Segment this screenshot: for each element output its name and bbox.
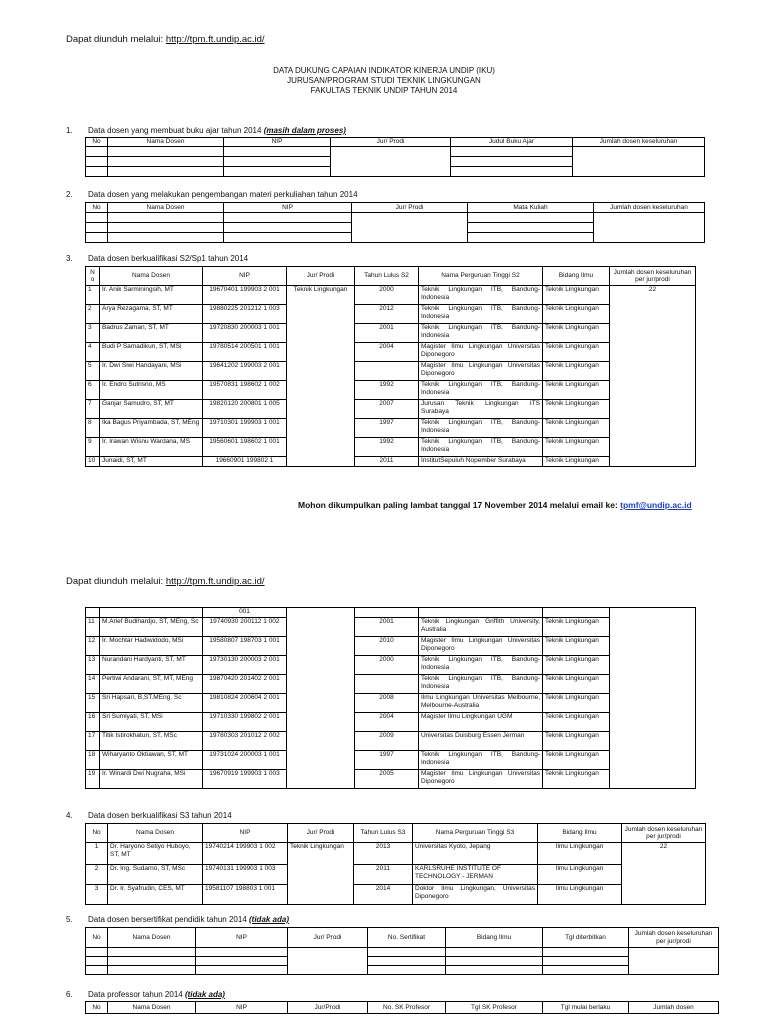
cell-nip: 19870420 201402 2 001 [203,675,287,694]
header-tgl-berlaku: Tgl mulai berlaku [543,1002,629,1014]
cell-nip: 001 [203,608,287,618]
title-line-2: JURUSAN/PROGRAM STUDI TEKNIK LINGKUNGAN [287,76,481,85]
table-header-row [86,1002,719,1014]
cell-bidang: Teknik Lingkungan [543,732,610,751]
table-row [86,675,696,694]
cell-pt: Jurusan Teknik Lingkungan ITS Surabaya [419,400,543,419]
cell-nama: Dr. Haryono Setiyo Huboyo, ST, MT [108,843,203,865]
cell-bidang: Teknik Lingkungan [543,457,610,467]
cell-pt: Teknik Lingkungan ITB, Bandung-Indonesia [419,305,543,324]
cell-nip: 19820120 200801 1 005 [203,400,287,419]
table-row [86,147,705,157]
header-pt: Nama Perguruan Tinggi S3 [413,824,538,843]
cell-nip: 19570831 198602 1 002 [203,381,287,400]
cell-pt: Teknik Lingkungan ITB, Bandung-Indonesia [419,675,543,694]
cell-pt: Magister Ilmu Lingkungan Universitas Diponegoro [419,343,543,362]
cell-pt: KARLSRUHE INSTITUTE OF TECHNOLOGY - JERMAN [413,865,538,885]
title-line-3: FAKULTAS TEKNIK UNDIP TAHUN 2014 [310,86,458,95]
section-5-text: Data dosen bersertifikat pendidik tahun 2014 [88,915,249,924]
section-2-heading [66,190,358,199]
header-nip: NIP [196,1002,288,1014]
header-tahun: Tahun Lulus S3 [354,824,413,843]
cell-no: 13 [86,656,100,675]
cell-tahun: 2009 [355,732,419,751]
cell-pt: Ilmu Lingkungan Universitas Melbourne, Melbourne-Australia [419,694,543,713]
cell-nama: Ir. Dwi Siwi Handayani, MSi [100,362,203,381]
cell-tahun: 2008 [355,694,419,713]
header-jur: Jur/ Prodi [288,928,368,948]
cell-tahun: 2000 [355,656,419,675]
table-row [86,419,696,438]
table-row [86,324,696,343]
cell-pt: Universitas Duisburg Essen Jerman [419,732,543,751]
header-bidang: Bidang Ilmu [543,267,610,286]
cell-nip: 19720830 200003 1 001 [203,324,287,343]
cell-no: 10 [86,457,100,467]
cell-nama: Junaidi, ST, MT [100,457,203,467]
cell-bidang: Teknik Lingkungan [543,656,610,675]
cell-nama: Nurandani Hardyanti, ST, MT [100,656,203,675]
cell-tahun: 1997 [355,751,419,770]
cell-no: 15 [86,694,100,713]
cell-nama: Ir. Winardi Dwi Nugraha, MSi [100,770,203,789]
cell-nip: 19730130 200003 2 001 [203,656,287,675]
cell-bidang: Teknik Lingkungan [543,751,610,770]
header-nip: NIP [224,203,352,213]
table-row [86,457,696,467]
cell-bidang: Teknik Lingkungan [543,286,610,305]
header-no: No [86,203,108,213]
table-row [86,885,706,905]
cell-nip: 19710301 199903 1 001 [203,419,287,438]
section-1-text: Data dosen yang membuat buku ajar tahun 2014 [88,126,264,135]
header-nama: Nama Dosen [108,203,224,213]
header-tgl: Tgl diterbitkan [543,928,629,948]
cell-pt: Teknik Lingkungan ITB, Bandung-Indonesia [419,656,543,675]
header-jumlah: Jumlah dosen keseluruhan per jur/prodi [622,824,706,843]
cell-nip: 19581107 198803 1 001 [203,885,288,905]
header-bidang: Bidang Ilmu [538,824,622,843]
cell-bidang: Teknik Lingkungan [543,438,610,457]
table-row [86,751,696,770]
cell-tahun: 2007 [355,400,419,419]
header-jumlah: Jumlah dosen keseluruhan [573,138,705,147]
section-4-number: 4. [66,811,73,820]
table-pengembangan-materi [85,202,705,243]
cell-nip: 19731024 200003 1 001 [203,751,287,770]
cell-no: 9 [86,438,100,457]
cell-nama: Wiharyanto Oktiawan, ST, MT [100,751,203,770]
cell-no: 8 [86,419,100,438]
cell-nip: 19740131 199903 1 003 [203,865,288,885]
cell-nip: 19880225 201212 1 003 [203,305,287,324]
cell-nama: Ika Bagus Priyambada, ST, MEng [100,419,203,438]
download-link[interactable]: http://tpm.ft.undip.ac.id/ [165,34,265,45]
table-s2-continued [85,607,696,789]
table-row [86,362,696,381]
section-6-number: 6. [66,990,73,999]
cell-bidang: Teknik Lingkungan [543,618,610,637]
cell-bidang: Teknik Lingkungan [543,713,610,732]
download-line-page-2 [66,576,265,587]
cell-bidang: Teknik Lingkungan [543,675,610,694]
header-nip: NIP [196,928,288,948]
cell-nama: M.Arief Budihardjo, ST, MEng, Sc [100,618,203,637]
header-no: N o [86,267,100,286]
cell-no: 17 [86,732,100,751]
cell-tahun: 1997 [355,419,419,438]
header-no: No [86,928,108,948]
cell-bidang: Teknik Lingkungan [543,343,610,362]
deadline-note [298,500,692,510]
table-header-row [86,267,696,286]
cell-no: 1 [86,843,108,865]
cell-no: 3 [86,324,100,343]
cell-nip: 19740214 199903 1 002 [203,843,288,865]
table-row [86,438,696,457]
header-nama: Nama Dosen [108,928,196,948]
cell-pt: Magister Ilmu Lingkungan UGM [419,713,543,732]
deadline-email-link[interactable]: tpmf@undip.ac.id [620,500,692,510]
header-no: No [86,824,108,843]
table-row [86,957,719,966]
cell-nama: Dr. Ing. Sudarno, ST, MSc [108,865,203,885]
cell-nip: 19641202 199003 2 001 [203,362,287,381]
cell-bidang: Teknik Lingkungan [543,305,610,324]
cell-tahun: 2004 [355,343,419,362]
cell-total: 22 [622,843,706,905]
header-sertifikat: No. Sertifikat [368,928,446,948]
cell-tahun [355,675,419,694]
cell-nama: Ganjar Samudro, ST, MT [100,400,203,419]
cell-nip: 19810824 200604 2 001 [203,694,287,713]
table-row [86,694,696,713]
cell-nama: Ir. Endro Sutrisno, MS [100,381,203,400]
table-row [86,213,705,223]
table-header-row [86,824,706,843]
cell-tahun: 2013 [354,843,413,865]
cell-no: 5 [86,362,100,381]
table-row [86,305,696,324]
cell-tahun: 2005 [355,770,419,789]
cell-nama: Arya Rezagama, ST, MT [100,305,203,324]
header-jumlah: Jumlah dosen keseluruhan [594,203,705,213]
section-1-number: 1. [66,126,73,135]
header-jur: Jur/Prodi [288,1002,368,1014]
header-judul: Judul Buku Ajar [451,138,573,147]
cell-tahun: 2012 [355,305,419,324]
cell-nama: Ir. Irawan Wisnu Wardana, MS [100,438,203,457]
cell-no: 19 [86,770,100,789]
cell-tahun: 2004 [355,713,419,732]
deadline-text: Mohon dikumpulkan paling lambat tanggal 17 November 2014 melalui email ke: [298,500,621,510]
cell-nama: Titik Istirokhatun, ST, MSc [100,732,203,751]
section-6-heading [66,990,225,999]
cell-pt: Teknik Lingkungan ITB, Bandung-Indonesia [419,324,543,343]
cell-pt: Teknik Lingkungan ITB, Bandung-Indonesia [419,751,543,770]
table-row [86,637,696,656]
header-no-sk: No. SK Profesor [368,1002,446,1014]
section-6-text: Data professor tahun 2014 [88,990,185,999]
cell-jurusan: Teknik Lingkungan [287,286,355,467]
cell-nip: 19560601 198602 1 001 [203,438,287,457]
section-5-heading [66,915,289,924]
cell-pt: Universitas Kyoto, Jepang [413,843,538,865]
header-tgl-sk: Tgl SK Profesor [446,1002,543,1014]
section-4-text: Data dosen berkualifikasi S3 tahun 2014 [88,811,232,820]
table-professor [85,1001,719,1014]
table-row [86,656,696,675]
download-prefix: Dapat diunduh melalui: [66,576,166,587]
table-s3 [85,823,706,905]
header-jumlah: Jumlah dosen [629,1002,719,1014]
cell-no: 18 [86,751,100,770]
document-title [0,66,768,96]
cell-no: 12 [86,637,100,656]
cell-nip: 19710330 199802 2 001 [203,713,287,732]
cell-nip: 19740930 200112 1 002 [203,618,287,637]
table-row [86,948,719,957]
cell-pt: InstitutSepuluh Nopember Surabaya [419,457,543,467]
cell-nama: Dr. Ir. Syafrudin, CES, MT [108,885,203,905]
table-row [86,381,696,400]
header-tahun: Tahun Lulus S2 [355,267,419,286]
section-6-note: (tidak ada) [184,990,225,999]
table-row [86,286,696,305]
cell-bidang: Teknik Lingkungan [543,637,610,656]
section-4-heading [66,811,232,820]
header-pt: Nama Perguruan Tinggi S2 [419,267,543,286]
cell-bidang: Teknik Lingkungan [543,400,610,419]
table-row [86,713,696,732]
table-row [86,400,696,419]
cell-nip: 19660901 199802 1 [203,457,287,467]
header-nip: NIP [203,824,288,843]
table-row [86,966,719,975]
cell-tahun: 2010 [355,637,419,656]
cell-nip: 19780303 201012 2 002 [203,732,287,751]
section-2-text: Data dosen yang melakukan pengembangan materi perkuliahan tahun 2014 [88,190,358,199]
cell-no: 2 [86,865,108,885]
header-nip: NIP [224,138,331,147]
title-line-1: DATA DUKUNG CAPAIAN INDIKATOR KINERJA UNDIP (IKU) [273,66,495,75]
cell-no: 7 [86,400,100,419]
header-jur: Jur/ Prodi [287,267,355,286]
cell-tahun: 1992 [355,381,419,400]
header-mata-kuliah: Mata Kuliah [468,203,594,213]
header-bidang: Bidang Ilmu [446,928,543,948]
cell-bidang: Ilmu Lingkungan [538,843,622,865]
download-line [66,34,265,45]
section-3-number: 3. [66,254,73,263]
cell-pt: Teknik Lingkungan ITB, Bandung-Indonesia [419,438,543,457]
table-buku-ajar [85,137,705,177]
cell-tahun: 1992 [355,438,419,457]
download-link[interactable]: http://tpm.ft.undip.ac.id/ [165,576,265,587]
header-jumlah: Jumlah dosen keseluruhan per jur/prodi [610,267,696,286]
cell-bidang: Teknik Lingkungan [543,324,610,343]
cell-no: 14 [86,675,100,694]
cell-tahun: 2001 [355,324,419,343]
cell-bidang: Teknik Lingkungan [543,770,610,789]
cell-nama: Pertiwi Andarani, ST, MT, MEng [100,675,203,694]
table-header-row [86,928,719,948]
cell-no: 1 [86,286,100,305]
table-row [86,618,696,637]
cell-nama: Ir. Anik Sarminingsih, MT [100,286,203,305]
cell-nama: Badrus Zaman, ST, MT [100,324,203,343]
section-3-text: Data dosen berkualifikasi S2/Sp1 tahun 2014 [88,254,249,263]
section-2-number: 2. [66,190,73,199]
header-nama: Nama Dosen [108,824,203,843]
cell-nama: Sri Sumiyati, ST, MSi [100,713,203,732]
cell-pt: Teknik Lingkungan ITB, Bandung-Indonesia [419,286,543,305]
cell-nip: 19580807 198703 1 001 [203,637,287,656]
cell-tahun: 2000 [355,286,419,305]
cell-pt: Teknik Lingkungan Griffith University, Australia [419,618,543,637]
cell-pt: Magister Ilmu Lingkungan Universitas Diponegoro [419,637,543,656]
cell-bidang: Ilmu Lingkungan [538,885,622,905]
table-s2 [85,266,696,467]
table-header-row [86,138,705,147]
cell-no: 6 [86,381,100,400]
header-nama: Nama Dosen [100,267,203,286]
header-nip: NIP [203,267,287,286]
cell-bidang: Ilmu Lingkungan [538,865,622,885]
table-sertifikat-pendidik [85,927,719,975]
cell-pt: Doktor Ilmu Lingkungan, Universitas Diponegoro [413,885,538,905]
cell-no: 3 [86,885,108,905]
cell-nip: 19670401 199903 2 001 [203,286,287,305]
cell-no: 11 [86,618,100,637]
download-prefix: Dapat diunduh melalui: [66,34,166,45]
header-jur: Jur/ Prodi [288,824,354,843]
cell-no: 16 [86,713,100,732]
cell-pt: Magister Ilmu Lingkungan Universitas Diponegoro [419,362,543,381]
table-row [86,770,696,789]
cell-tahun: 2011 [354,865,413,885]
header-no: No [86,138,108,147]
table-row [86,608,696,618]
header-no: No [86,1002,108,1014]
cell-no: 4 [86,343,100,362]
section-1-heading [66,126,346,135]
cell-total: 22 [610,286,696,467]
cell-bidang: Teknik Lingkungan [543,381,610,400]
table-row [86,343,696,362]
cell-nama: Budi P Samadikun, ST, MSi [100,343,203,362]
cell-nip: 19670919 199903 1 003 [203,770,287,789]
cell-bidang: Teknik Lingkungan [543,694,610,713]
cell-pt: Magister Ilmu Lingkungan Universitas Diponegoro [419,770,543,789]
header-nama: Nama Dosen [108,138,224,147]
table-row [86,732,696,751]
header-jur: Jur/ Prodi [331,138,451,147]
section-5-number: 5. [66,915,73,924]
cell-tahun: 2011 [355,457,419,467]
cell-nama: Sri Hapsari, B,ST.MEng. Sc [100,694,203,713]
cell-nip: 19780514 200501 1 001 [203,343,287,362]
cell-tahun: 2001 [355,618,419,637]
table-row [86,843,706,865]
cell-tahun [355,362,419,381]
table-row [86,865,706,885]
cell-pt: Teknik Lingkungan ITB, Bandung-Indonesia [419,381,543,400]
section-1-note: (masih dalam proses) [263,126,346,135]
cell-jurusan: Teknik Lingkungan [288,843,354,905]
cell-no: 2 [86,305,100,324]
header-nama: Nama Dosen [108,1002,196,1014]
section-3-heading [66,254,248,263]
header-jur: Jur/ Prodi [352,203,468,213]
header-jumlah: Jumlah dosen keseluruhan per jur/prodi [629,928,719,948]
cell-bidang: Teknik Lingkungan [543,419,610,438]
cell-bidang: Teknik Lingkungan [543,362,610,381]
cell-tahun: 2014 [354,885,413,905]
section-5-note: (tidak ada) [249,915,290,924]
cell-pt: Teknik Lingkungan ITB, Bandung-Indonesia [419,419,543,438]
table-header-row [86,203,705,213]
cell-nama: Ir. Mochtar Hadiwidodo, MSi [100,637,203,656]
